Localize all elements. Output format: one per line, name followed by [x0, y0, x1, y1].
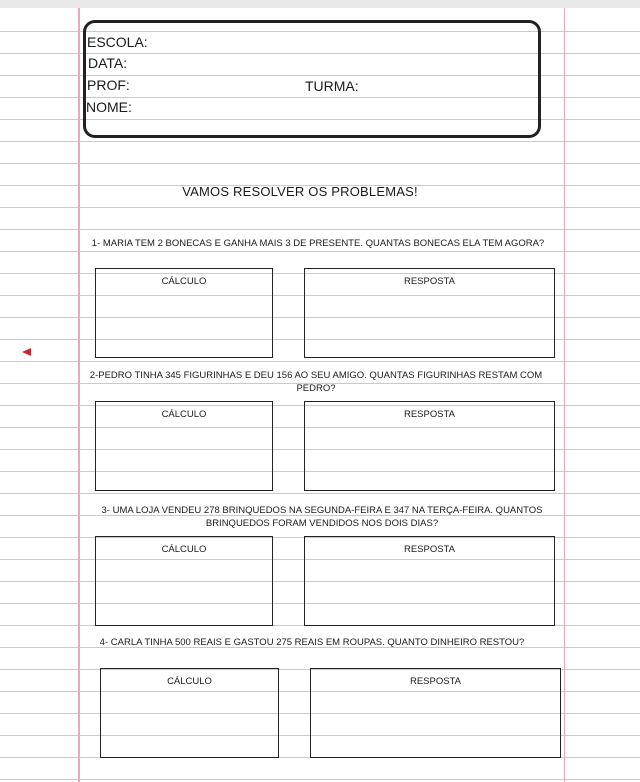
calculo-label: CÁLCULO [167, 676, 212, 687]
question-2-line2: PEDRO? [296, 383, 336, 394]
nome-label: NOME: [86, 99, 132, 115]
page-title: VAMOS RESOLVER OS PROBLEMAS! [182, 184, 418, 199]
question-1 [0, 237, 636, 250]
turma-label: TURMA: [305, 78, 359, 94]
escola-label: ESCOLA: [87, 34, 148, 50]
resposta-label: RESPOSTA [403, 544, 456, 555]
resposta-box-3[interactable] [304, 536, 555, 626]
resposta-box-2[interactable] [304, 401, 555, 491]
question-4-line1: 4- CARLA TINHA 500 REAIS E GASTOU 275 REAIS EM ROUPAS. QUANTO DINHEIRO RESTOU? [99, 637, 525, 648]
calculo-label: CÁLCULO [161, 409, 207, 420]
resposta-label: RESPOSTA [403, 276, 456, 287]
question-3 [0, 504, 640, 530]
calculo-box-2[interactable] [95, 401, 273, 491]
question-2-line1: 2-PEDRO TINHA 345 FIGURINHAS E DEU 156 AO SEU AMIGO. QUANTAS FIGURINHAS RESTAM COM [89, 370, 543, 381]
calculo-box-1[interactable] [95, 268, 273, 358]
resposta-box-1[interactable] [304, 268, 555, 358]
calculo-box-4[interactable] [100, 668, 279, 758]
top-band [0, 0, 640, 8]
calculo-label: CÁLCULO [161, 544, 207, 555]
data-label: DATA: [88, 55, 128, 71]
resposta-box-4[interactable] [310, 668, 561, 758]
right-margin-line [564, 8, 565, 782]
resposta-label: RESPOSTA [403, 409, 456, 420]
calculo-box-3[interactable] [95, 536, 273, 626]
question-2 [0, 369, 632, 395]
question-3-line1: 3- UMA LOJA VENDEU 278 BRINQUEDOS NA SEGUNDA-FEIRA E 347 NA TERÇA-FEIRA. QUANTOS [101, 505, 543, 516]
resposta-label: RESPOSTA [409, 676, 462, 687]
calculo-label: CÁLCULO [161, 276, 207, 287]
left-margin-line [78, 8, 80, 782]
question-3-line2: BRINQUEDOS FORAM VENDIDOS NOS DOIS DIAS? [205, 518, 439, 529]
left-arrow-icon [22, 348, 31, 356]
question-4 [0, 636, 624, 649]
prof-label: PROF: [87, 77, 130, 93]
question-1-line1: 1- MARIA TEM 2 BONECAS E GANHA MAIS 3 DE PRESENTE. QUANTAS BONECAS ELA TEM AGORA? [91, 238, 545, 249]
